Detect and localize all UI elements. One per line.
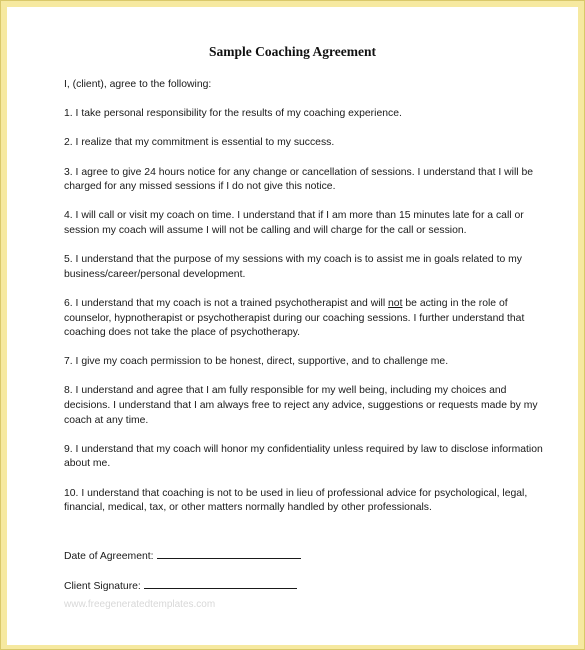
agreement-item-6-before: 6. I understand that my coach is not a trained psychotherapist and will [64,297,389,309]
watermark-text: www.freegeneratedtemplates.com [64,599,216,610]
client-signature-label: Client Signature: [64,581,141,592]
document-page [7,7,578,645]
client-signature-line[interactable] [144,578,297,589]
document-body [64,78,546,530]
agreement-item-2: 2. I realize that my commitment is essential to my success. [64,137,335,149]
agreement-item-3: 3. I agree to give 24 hours notice for any change or cancellation of sessions. I understand that I will be charged for any missed sessions if I do not give this notice. [64,166,534,193]
agreement-list [64,107,546,516]
date-of-agreement-row [64,548,301,562]
document-title: Sample Coaching Agreement [209,44,376,59]
client-signature-row [64,578,297,592]
agreement-item-4: 4. I will call or visit my coach on time. I understand that if I am more than 15 minutes late for a call or session my coach will assume I will not be calling and will charge for the call or session. [64,210,524,236]
agreement-item-6 [64,297,546,341]
intro-text: I, (client), agree to the following: [64,79,212,90]
agreement-item-1: 1. I take personal responsibility for the results of my coaching experience. [64,108,402,120]
agreement-item-6-underlined: not [388,297,403,309]
date-of-agreement-label: Date of Agreement: [64,551,154,562]
agreement-item-9: 9. I understand that my coach will honor my confidentiality unless required by law to disclose information about me. [64,443,543,470]
date-of-agreement-line[interactable] [157,548,301,559]
agreement-item-7: 7. I give my coach permission to be honest, direct, supportive, and to challenge me. [64,356,449,368]
agreement-item-8: 8. I understand and agree that I am fully responsible for my well being, including my choices and decisions. I understand that I am always free to reject any advice, suggestions or requests made by my coach at any time. [64,385,538,426]
agreement-item-6-after: be acting in the role of counselor, hypnotherapist or psychotherapist during our coaching sessions. I further understand that coaching does not take the place of psychotherapy. [64,297,525,339]
agreement-item-5: 5. I understand that the purpose of my sessions with my coach is to assist me in goals related to my business/career/personal development. [64,254,522,280]
agreement-item-10: 10. I understand that coaching is not to be used in lieu of professional advice for psychological, legal, financial, medical, tax, or other matters normally handled by other professionals. [64,487,528,514]
